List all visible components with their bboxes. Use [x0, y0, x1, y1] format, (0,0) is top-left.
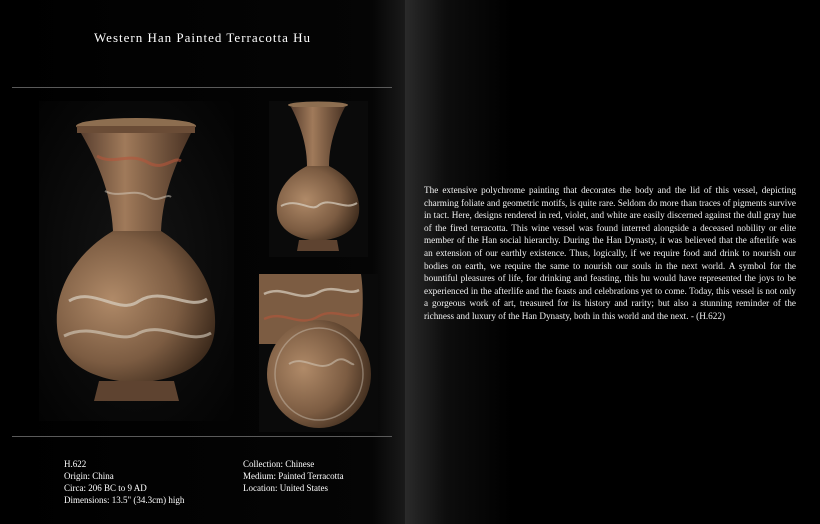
- page-title: Western Han Painted Terracotta Hu: [93, 30, 312, 45]
- lid-image: [259, 274, 378, 432]
- lid-photo[interactable]: [259, 274, 378, 432]
- collection: Collection: Chinese: [243, 459, 315, 469]
- meta-right: [243, 458, 344, 494]
- small-vase-photo[interactable]: [269, 101, 368, 257]
- top-divider: [12, 87, 392, 88]
- location: Location: United States: [243, 483, 328, 493]
- description-text: The extensive polychrome painting that decorates the body and the lid of this vessel, depicting charming foliate and geometric motifs, is quite rare. Seldom do more than traces of pigments survive in tact. Here, designs rendered in red, violet, and white are easily discerned against the dull gray hue of the fired terracotta. This wine vessel was found interred alongside a deceased nobility or elite member of the Han social hierarchy. During the Han Dynasty, it was believed that the afterlife was an extension of our earthly existence. Thus, logically, if we require food and drink to nourish our bodies on earth, we require the same to nourish our souls in the next world. A symbol for the bountiful pleasures of life, for drinking and feasting, this hu would have represented the joys to be experienced in the afterlife and the feasts and celebrations yet to come. Today, this vessel is not only a gorgeous work of art, treasured for its history and rarity; but also a stunning reminder of the richness and luxury of the Han Dynasty, both in this world and the next. - (H.622): [424, 185, 796, 321]
- circa: Circa: 206 BC to 9 AD: [64, 483, 147, 493]
- catalog-number: H.622: [64, 459, 87, 469]
- small-vase-image: [269, 101, 368, 257]
- main-vase-photo[interactable]: [39, 101, 234, 421]
- vase-image: [39, 101, 234, 421]
- medium: Medium: Painted Terracotta: [243, 471, 344, 481]
- meta-left: [64, 458, 184, 506]
- dimensions: Dimensions: 13.5" (34.3cm) high: [64, 495, 185, 505]
- bottom-divider: [12, 436, 392, 437]
- origin: Origin: China: [64, 471, 114, 481]
